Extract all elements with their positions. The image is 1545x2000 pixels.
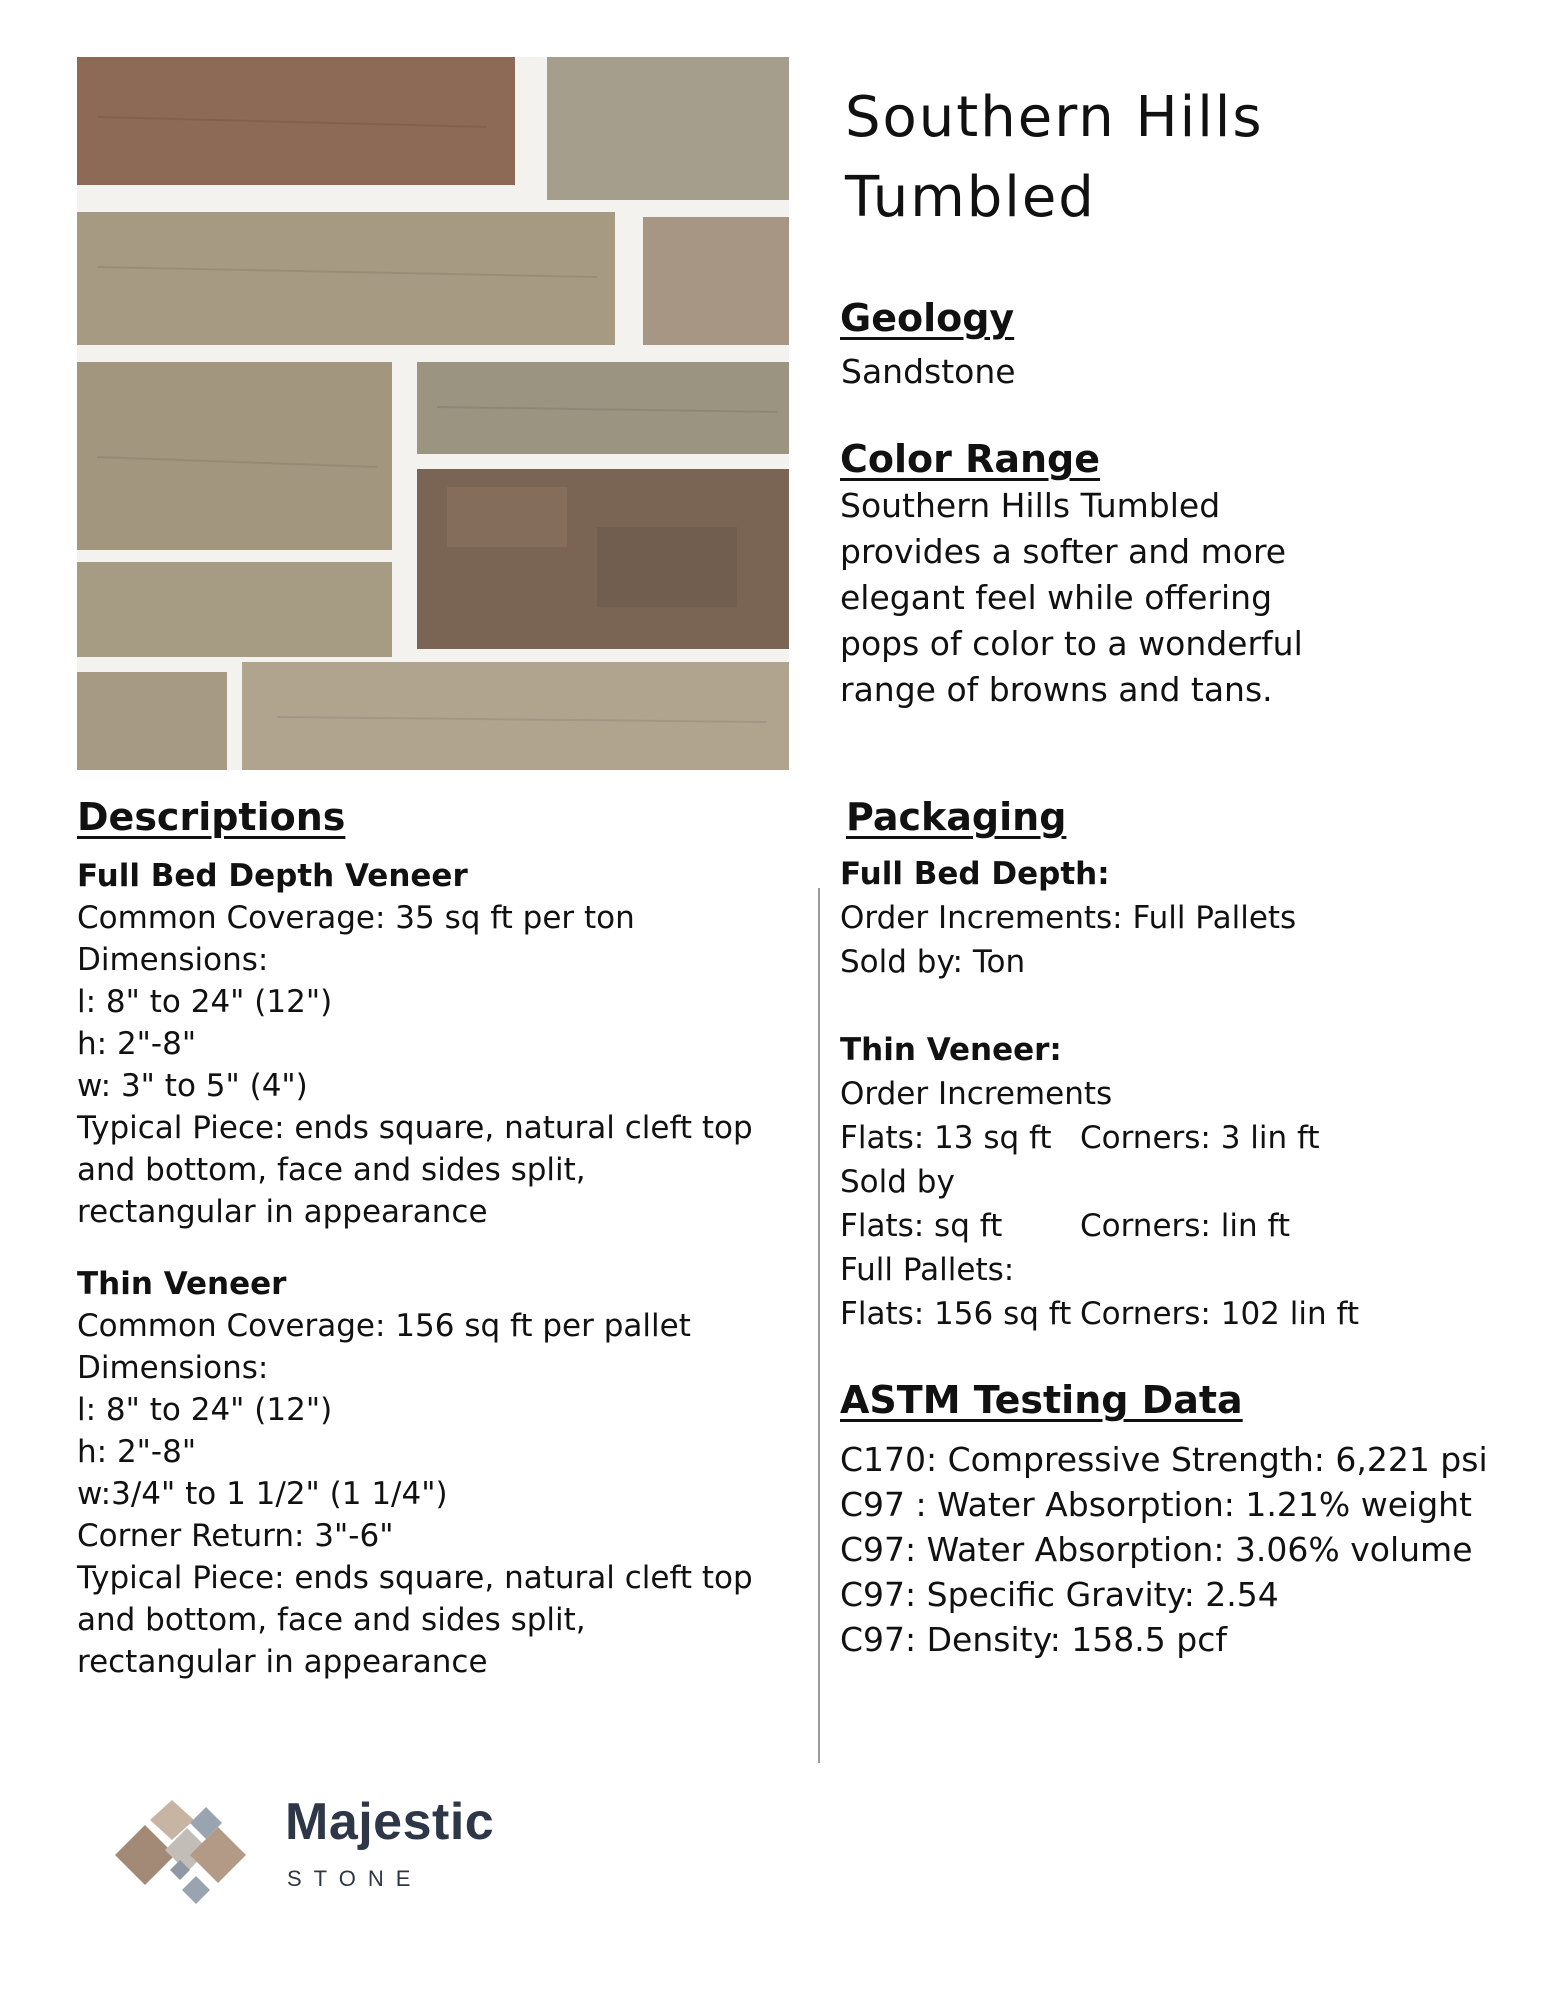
color-range-heading: Color Range (840, 437, 1101, 481)
descriptions-heading: Descriptions (77, 795, 346, 839)
product-title-line-2: Tumbled (845, 165, 1096, 230)
desc-line: Typical Piece: ends square, natural cleft top (77, 1560, 753, 1596)
logo-mark-icon (110, 1795, 270, 1905)
product-title (845, 78, 1445, 238)
desc-line: Dimensions: (77, 1350, 269, 1386)
pack-line: Sold by (840, 1164, 955, 1200)
desc-line: w:3/4" to 1 1/2" (1 1/4") (77, 1476, 448, 1512)
pack-row (840, 1116, 1520, 1160)
pack-thin-title: Thin Veneer: (840, 1032, 1062, 1068)
pack-line: Order Increments: Full Pallets (840, 900, 1297, 936)
color-range-line: provides a softer and more (840, 532, 1287, 571)
pack-line: Full Pallets: (840, 1252, 1015, 1288)
desc-line: Typical Piece: ends square, natural cleft top (77, 1110, 753, 1146)
pack-full-bed-title: Full Bed Depth: (840, 856, 1110, 892)
desc-line: and bottom, face and sides split, (77, 1152, 586, 1188)
color-range-line: elegant feel while offering (840, 578, 1273, 617)
logo-subtitle: STONE (287, 1866, 423, 1891)
descriptions-section (77, 855, 777, 1683)
product-title-line-1: Southern Hills (845, 85, 1264, 150)
logo-wordmark: Majestic (285, 1793, 495, 1851)
pack-corners: Corners: 3 lin ft (1080, 1120, 1320, 1156)
pack-row (840, 1204, 1520, 1248)
thin-veneer-title: Thin Veneer (77, 1266, 287, 1302)
desc-line: Corner Return: 3"-6" (77, 1518, 394, 1554)
pack-line: Order Increments (840, 1076, 1113, 1112)
pack-row (840, 1292, 1520, 1336)
color-range-line: range of browns and tans. (840, 670, 1273, 709)
desc-line: Common Coverage: 156 sq ft per pallet (77, 1308, 691, 1344)
desc-line: l: 8" to 24" (12") (77, 984, 333, 1020)
desc-line: rectangular in appearance (77, 1644, 488, 1680)
desc-line: rectangular in appearance (77, 1194, 488, 1230)
desc-line: h: 2"-8" (77, 1026, 197, 1062)
pack-line: Sold by: Ton (840, 944, 1026, 980)
astm-line: C97: Specific Gravity: 2.54 (840, 1575, 1279, 1614)
astm-line: C170: Compressive Strength: 6,221 psi (840, 1440, 1488, 1479)
color-range-text (840, 483, 1360, 713)
color-range-line: Southern Hills Tumbled (840, 486, 1221, 525)
pack-flats: Flats: sq ft (840, 1208, 1003, 1244)
astm-line: C97: Water Absorption: 3.06% volume (840, 1530, 1473, 1569)
desc-line: and bottom, face and sides split, (77, 1602, 586, 1638)
packaging-heading: Packaging (846, 795, 1067, 839)
geology-value: Sandstone (841, 352, 1016, 391)
full-bed-veneer-title: Full Bed Depth Veneer (77, 858, 468, 894)
desc-line: l: 8" to 24" (12") (77, 1392, 333, 1428)
pack-flats: Flats: 13 sq ft (840, 1120, 1052, 1156)
desc-line: h: 2"-8" (77, 1434, 197, 1470)
packaging-section (840, 852, 1520, 1336)
pack-flats: Flats: 156 sq ft (840, 1296, 1072, 1332)
desc-line: Dimensions: (77, 942, 269, 978)
column-divider (818, 888, 820, 1763)
astm-line: C97 : Water Absorption: 1.21% weight (840, 1485, 1472, 1524)
astm-heading: ASTM Testing Data (840, 1378, 1243, 1422)
astm-line: C97: Density: 158.5 pcf (840, 1620, 1227, 1659)
pack-corners: Corners: 102 lin ft (1080, 1296, 1359, 1332)
color-range-line: pops of color to a wonderful (840, 624, 1303, 663)
geology-heading: Geology (840, 296, 1015, 340)
desc-line: w: 3" to 5" (4") (77, 1068, 308, 1104)
desc-line: Common Coverage: 35 sq ft per ton (77, 900, 635, 936)
stone-photo (77, 57, 789, 770)
pack-corners: Corners: lin ft (1080, 1208, 1290, 1244)
astm-list (840, 1437, 1520, 1662)
